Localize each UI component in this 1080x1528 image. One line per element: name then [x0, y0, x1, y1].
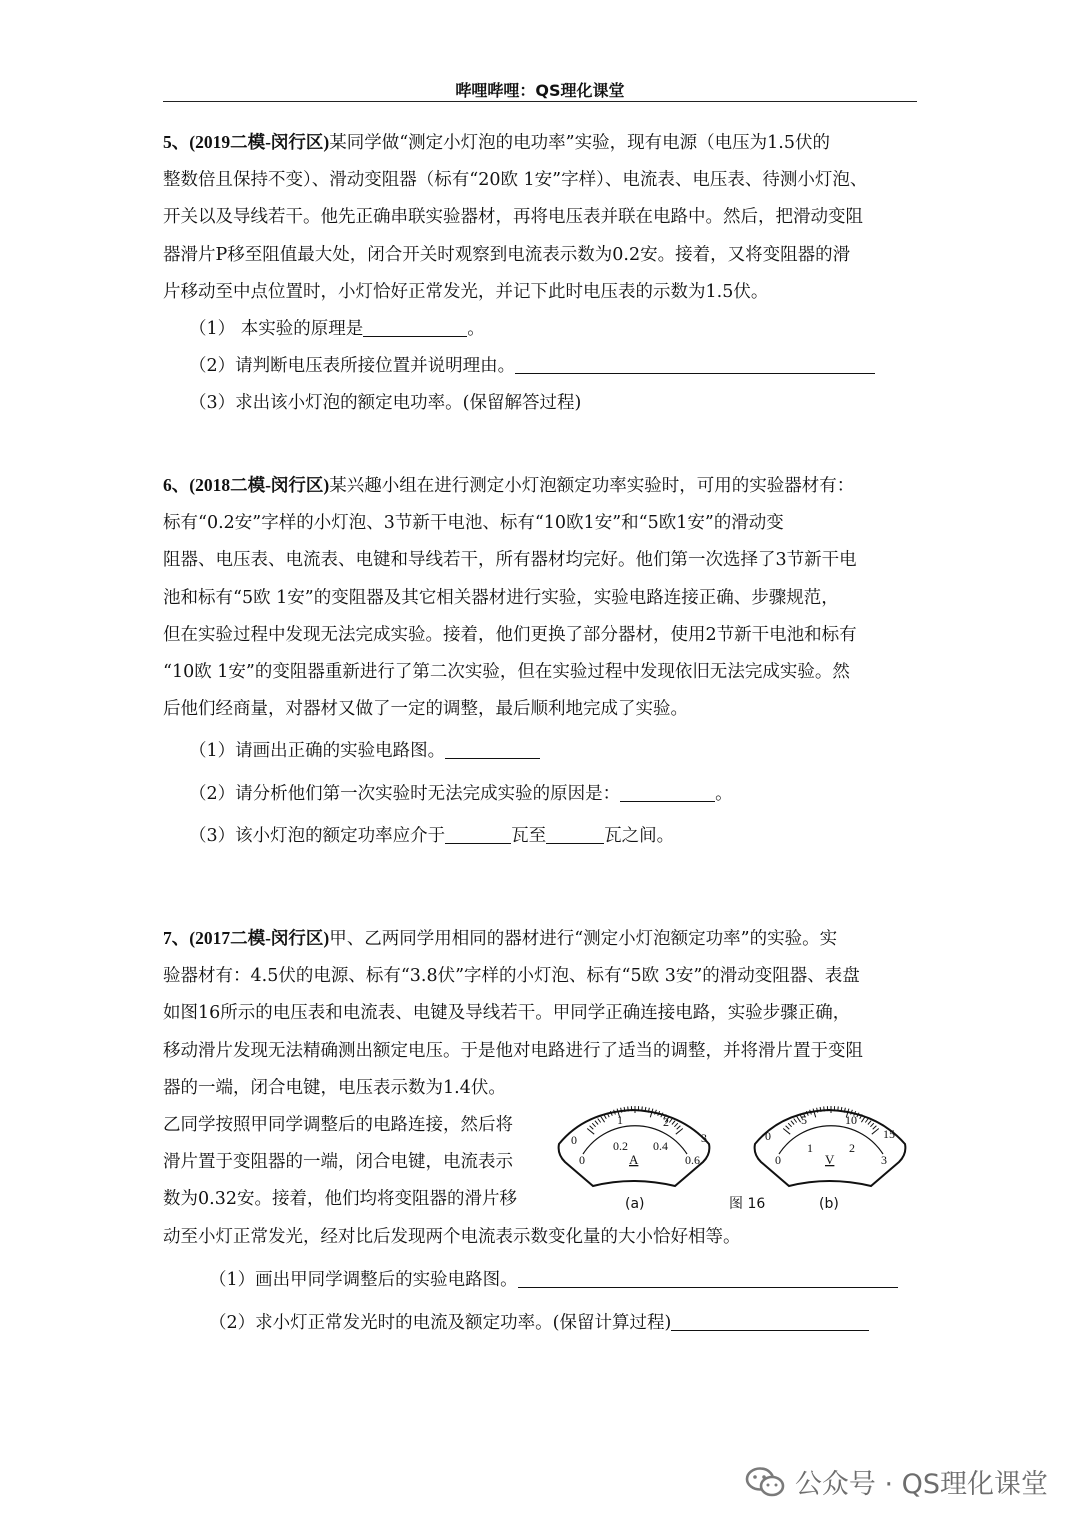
sub-question-end: 。: [715, 783, 733, 804]
scale-tick: [788, 1123, 791, 1127]
answer-blank: [518, 1269, 898, 1288]
scale-tick: [598, 1119, 601, 1123]
body-line: 滑片置于变阻器的一端，闭合电键，电流表示: [163, 1152, 513, 1173]
ammeter-unit: A: [629, 1152, 639, 1167]
answer-blank: [363, 319, 467, 338]
header-rule: [163, 101, 917, 102]
sub-question: （1） 本实验的原理是: [189, 319, 364, 340]
scale-tick: [674, 1123, 677, 1127]
scale-tick: [601, 1116, 605, 1122]
answer-blank: [445, 741, 540, 760]
scale-tick: [870, 1123, 873, 1127]
question-6: [163, 467, 919, 855]
scale-tick: [628, 1106, 629, 1111]
watermark-text: 公众号 · QS理化课堂: [794, 1469, 1048, 1500]
ammeter-outer-label: 2: [663, 1115, 669, 1129]
body-line: 但在实验过程中发现无法完成实验。接着，他们更换了部分器材，使用2节新干电池和标有: [163, 624, 857, 645]
ammeter-outer-label: 1: [617, 1113, 623, 1127]
wechat-icon: [745, 1466, 785, 1498]
voltmeter-inner-label: 1: [807, 1141, 813, 1155]
answer-blank: [620, 783, 715, 802]
sub-question-end: 瓦之间。: [604, 825, 675, 846]
answer-blank: [546, 825, 604, 844]
sub-question: （3）该小灯泡的额定功率应介于: [189, 825, 446, 846]
figure-label-a: (a): [625, 1196, 645, 1212]
sub-question: （2）请判断电压表所接位置并说明理由。: [189, 356, 516, 377]
question-number: 6、(2018二模-闵行区): [163, 475, 330, 495]
scale-tick: [791, 1121, 794, 1125]
scale-tick: [590, 1126, 594, 1130]
body-line: 移动滑片发现无法精确测出额定电压。于是他对电路进行了适当的调整，并将滑片置于变阻: [163, 1040, 863, 1061]
scale-tick: [794, 1119, 797, 1123]
sub-question: （1）请画出正确的实验电路图。: [189, 741, 446, 762]
body-line: 某兴趣小组在进行测定小灯泡额定功率实验时，可用的实验器材有：: [329, 476, 855, 496]
body-line: 器滑片P移至阻值最大处，闭合开关时观察到电流表示数为0.2安。接着，又将变阻器的滑: [163, 244, 851, 265]
scale-tick: [786, 1126, 790, 1130]
body-line: 甲、乙两同学用相同的器材进行“测定小灯泡额定功率”的实验。实: [329, 929, 838, 949]
ammeter-inner-label: 0.4: [653, 1139, 668, 1153]
scale-tick: [797, 1116, 801, 1122]
meter-diagram: [553, 1106, 919, 1216]
voltmeter-outer-label: 5: [801, 1113, 807, 1127]
ammeter-outline: [559, 1110, 710, 1186]
sub-question: （2）请分析他们第一次实验时无法完成实验的原因是：: [189, 783, 621, 804]
answer-blank: [515, 356, 875, 375]
sub-question-end: 。: [467, 319, 485, 340]
ammeter-inner-label: 0.6: [685, 1153, 700, 1167]
scale-tick: [861, 1116, 865, 1122]
scale-tick: [595, 1121, 598, 1125]
answer-blank: [671, 1313, 869, 1332]
body-line: 数为0.32安。接着，他们均将变阻器的滑片移: [163, 1189, 517, 1210]
body-line: 片移动至中点位置时，小灯恰好正常发光，并记下此时电压表的示数为1.5伏。: [163, 281, 769, 302]
scale-tick: [677, 1126, 681, 1130]
scale-tick: [824, 1106, 825, 1111]
watermark: [745, 1462, 1048, 1501]
scale-tick: [865, 1119, 868, 1123]
sub-question: （3）求出该小灯泡的额定电功率。(保留解答过程): [189, 393, 582, 414]
body-line: 器的一端，闭合电键，电压表示数为1.4伏。: [163, 1077, 506, 1098]
voltmeter-inner-label: 2: [849, 1141, 855, 1155]
body-line: 乙同学按照甲同学调整后的电路连接，然后将: [163, 1115, 513, 1136]
body-line: 后他们经商量，对器材又做了一定的调整，最后顺利地完成了实验。: [163, 699, 688, 720]
body-line: 某同学做“测定小灯泡的电功率”实验，现有电源（电压为1.5伏的: [329, 133, 830, 153]
ammeter-inner-label: 0: [579, 1153, 585, 1167]
body-line: 整数倍且保持不变）、滑动变阻器（标有“20欧 1安”字样）、电流表、电压表、待测小灯泡、: [163, 170, 868, 191]
sub-question: （1）画出甲同学调整后的实验电路图。: [209, 1269, 518, 1290]
body-line: 开关以及导线若干。他先正确串联实验器材，再将电压表并联在电路中。然后，把滑动变阻: [163, 207, 863, 228]
sub-question: （2）求小灯正常发光时的电流及额定功率。(保留计算过程): [209, 1313, 672, 1334]
voltmeter-outline: [755, 1110, 906, 1186]
body-line: 池和标有“5欧 1安”的变阻器及其它相关器材进行实验，实验电路连接正确、步骤规范，: [163, 587, 839, 608]
page-header: 哔哩哔哩：QS理化课堂: [455, 81, 625, 100]
body-line: 动至小灯正常发光，经对比后发现两个电流表示数变化量的大小恰好相等。: [163, 1226, 741, 1247]
answer-blank: [445, 825, 511, 844]
body-line: 标有“0.2安”字样的小灯泡、3节新干电池、标有“10欧1安”和“5欧1安”的滑动变: [163, 513, 784, 534]
voltmeter-unit: V: [825, 1152, 835, 1167]
question-number: 5、(2019二模-闵行区): [163, 132, 330, 152]
scale-tick: [813, 1109, 816, 1118]
scale-tick: [669, 1119, 672, 1123]
body-line: “10欧 1安”的变阻器重新进行了第二次实验，但在实验过程中发现依旧无法完成实验。然: [163, 662, 850, 683]
question-number: 7、(2017二模-闵行区): [163, 928, 330, 948]
ammeter-outer-label: 0: [571, 1133, 577, 1147]
body-line: 阻器、电压表、电流表、电键和导线若干，所有器材均完好。他们第一次选择了3节新干电: [163, 550, 857, 571]
scale-tick: [838, 1106, 839, 1111]
scale-tick: [642, 1106, 643, 1111]
voltmeter-inner-label: 0: [775, 1153, 781, 1167]
sub-question-mid: 瓦至: [511, 825, 547, 846]
body-line: 如图16所示的电压表和电流表、电键及导线若干。甲同学正确连接电路，实验步骤正确，: [163, 1003, 851, 1024]
voltmeter-outer-label: 0: [765, 1129, 771, 1143]
question-5: [163, 124, 919, 423]
ammeter-outer-label: 3: [701, 1131, 707, 1145]
scale-tick: [868, 1121, 871, 1125]
figure-label-b: (b): [819, 1196, 839, 1212]
voltmeter-inner-label: 3: [881, 1153, 887, 1167]
scale-tick: [873, 1126, 877, 1130]
scale-tick: [672, 1121, 675, 1125]
figure-caption: 图 16: [729, 1196, 766, 1212]
voltmeter-outer-label: 15: [883, 1127, 895, 1141]
voltmeter-dial: [755, 1106, 906, 1186]
voltmeter-outer-label: 10: [845, 1113, 857, 1127]
scale-tick: [592, 1123, 595, 1127]
ammeter-inner-label: 0.2: [613, 1139, 628, 1153]
figure-16: [553, 1106, 919, 1216]
body-line: 验器材有：4.5伏的电源、标有“3.8伏”字样的小灯泡、标有“5欧 3安”的滑动变阻器、表盘: [163, 966, 860, 987]
ammeter-dial: [559, 1106, 710, 1186]
